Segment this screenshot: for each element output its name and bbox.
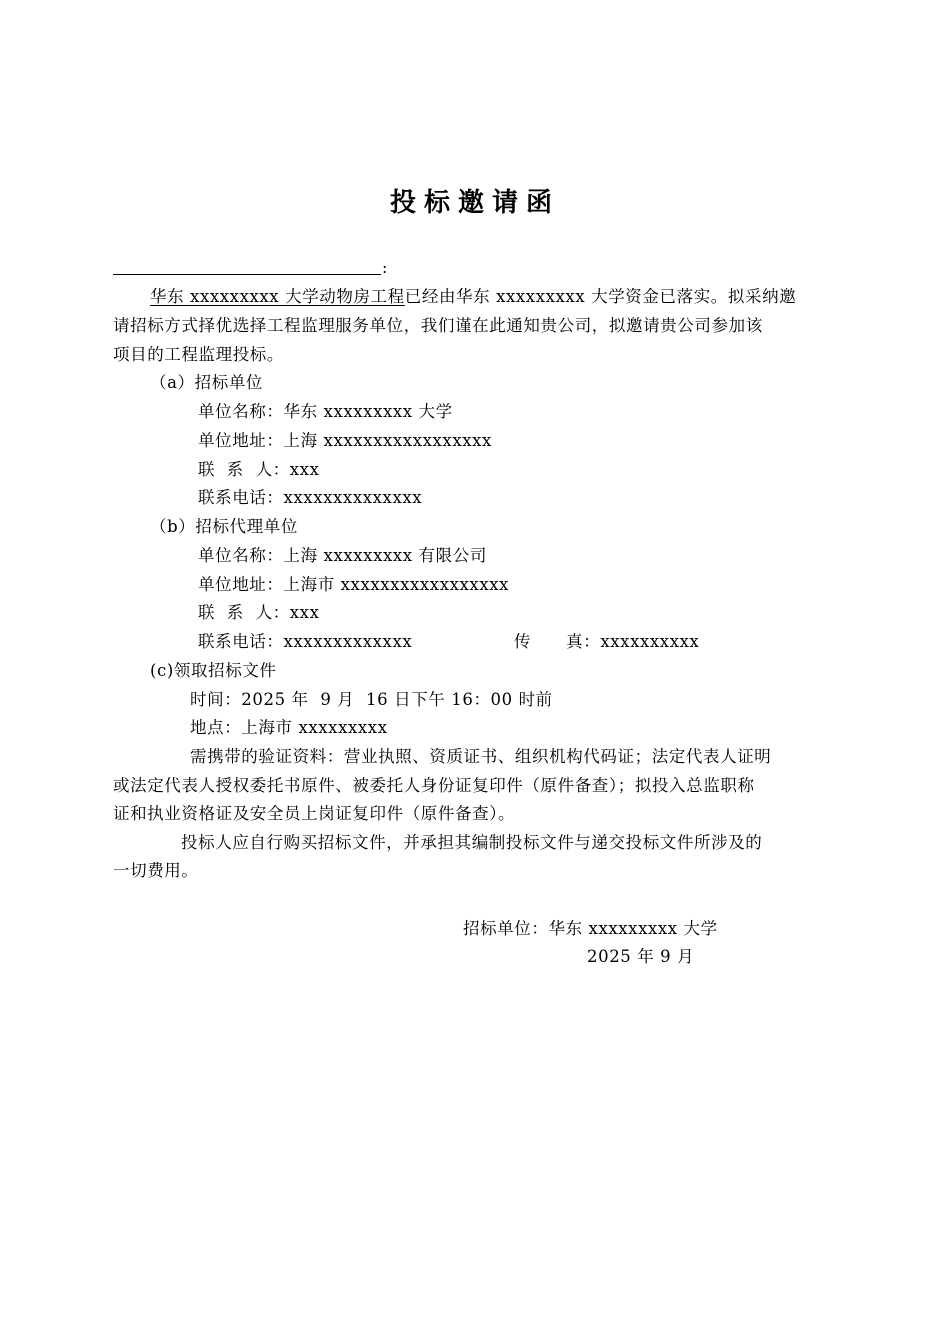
cost-line-1: 投标人应自行购买招标文件，并承担其编制投标文件与递交投标文件所涉及的 — [181, 833, 763, 852]
section-c-docs-line-1: 需携带的验证资料：营业执照、资质证书、组织机构代码证；法定代表人证明 — [190, 747, 772, 766]
section-a-contact: 联 系 人：xxx — [198, 460, 320, 479]
addressee-colon: : — [382, 258, 388, 277]
section-b-name: 单位名称：上海 xxxxxxxxx 有限公司 — [198, 546, 487, 565]
section-b-phone: 联系电话：xxxxxxxxxxxxx — [198, 632, 413, 651]
section-b-heading: （b）招标代理单位 — [150, 517, 298, 536]
intro-line-1-rest: 已经由华东 xxxxxxxxx 大学资金已落实。拟采纳邀 — [404, 287, 797, 306]
section-a-heading: （a）招标单位 — [150, 373, 264, 392]
addressee-blank-line — [113, 257, 381, 275]
section-a-name: 单位名称：华东 xxxxxxxxx 大学 — [198, 402, 453, 421]
section-c-heading: (c)领取招标文件 — [150, 661, 277, 680]
cost-line-2: 一切费用。 — [113, 861, 199, 880]
section-c-docs-line-2: 或法定代表人授权委托书原件、被委托人身份证复印件（原件备查）；拟投入总监职称 — [113, 776, 755, 795]
intro-line-3: 项目的工程监理投标。 — [113, 345, 284, 364]
section-c-docs-line-3: 证和执业资格证及安全员上岗证复印件（原件备查）。 — [113, 804, 516, 823]
section-b-contact: 联 系 人：xxx — [198, 603, 320, 622]
signature-date: 2025 年 9 月 — [587, 947, 695, 966]
intro-line-2: 请招标方式择优选择工程监理服务单位，我们谨在此通知贵公司，拟邀请贵公司参加该 — [113, 316, 763, 335]
intro-line-1 — [150, 286, 796, 308]
project-name: 华东 xxxxxxxxx 大学动物房工程 — [150, 287, 405, 306]
signature-unit: 招标单位：华东 xxxxxxxxx 大学 — [463, 919, 718, 938]
section-a-phone: 联系电话：xxxxxxxxxxxxxx — [198, 488, 423, 507]
section-b-fax: 传 真：xxxxxxxxxx — [514, 632, 700, 651]
section-a-address: 单位地址：上海 xxxxxxxxxxxxxxxxx — [198, 431, 492, 450]
document-title: 投标邀请函 — [389, 188, 560, 218]
section-b-address: 单位地址：上海市 xxxxxxxxxxxxxxxxx — [198, 575, 510, 594]
section-c-time: 时间：2025 年 9 月 16 日下午 16：00 时前 — [190, 690, 553, 709]
section-c-place: 地点：上海市 xxxxxxxxx — [190, 718, 388, 737]
